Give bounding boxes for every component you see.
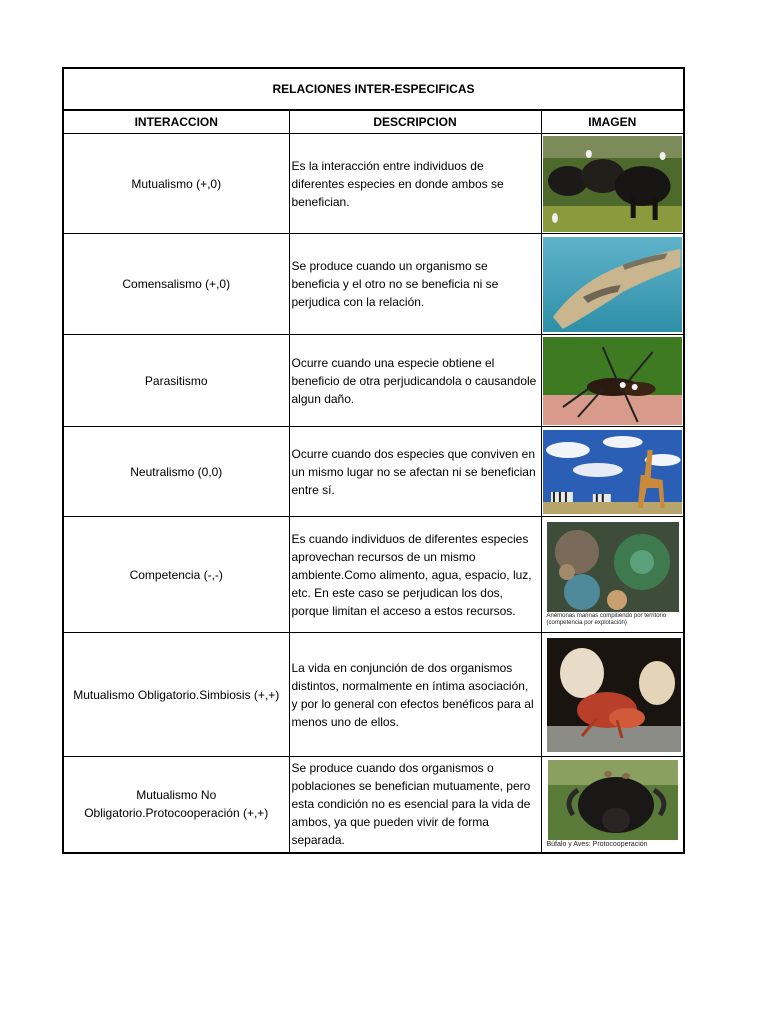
image-caption: Búfalo y Aves: Protocooperación — [546, 841, 648, 849]
remora-shark-photo-icon — [543, 237, 683, 332]
descripcion-cell: La vida en conjunción de dos organismos distintos, normalmente en íntima asociación, y por lo general con efectos benéficos para al menos uno de ellos. — [289, 633, 541, 757]
table-row — [63, 335, 684, 427]
header-interaccion: INTERACCION — [63, 110, 289, 134]
interaccion-cell: Comensalismo (+,0) — [63, 234, 289, 335]
table-row — [63, 427, 684, 517]
table-title: RELACIONES INTER-ESPECIFICAS — [63, 68, 684, 110]
descripcion-cell: Se produce cuando dos organismos o poblaciones se benefician mutuamente, pero esta condición no es esencial para la vida de ambos, ya que pueden vivir de forma separada. — [289, 757, 541, 853]
table-row — [63, 234, 684, 335]
descripcion-cell: Es cuando individuos de diferentes especies aprovechan recursos de un mismo ambiente.Como alimento, agua, espacio, luz, etc. En este caso se perjudican los dos, porque limitan el acceso a estos recursos. — [289, 517, 541, 633]
descripcion-cell: Es la interacción entre individuos de diferentes especies en donde ambos se benefician. — [289, 134, 541, 234]
mosquito-photo-icon — [543, 337, 683, 425]
table-row — [63, 134, 684, 234]
image-caption: Anémonas marinas compitiendo por territorio (competencia por explotación) — [546, 613, 667, 626]
interaccion-cell: Mutualismo No Obligatorio.Protocooperación (+,+) — [63, 757, 289, 853]
buffalo-birds-photo-icon — [548, 760, 678, 840]
header-imagen: IMAGEN — [541, 110, 684, 134]
interaccion-cell: Mutualismo (+,0) — [63, 134, 289, 234]
relations-table — [62, 67, 685, 854]
header-descripcion: DESCRIPCION — [289, 110, 541, 134]
table-row — [63, 517, 684, 633]
descripcion-cell: Se produce cuando un organismo se beneficia y el otro no se beneficia ni se perjudica con la relación. — [289, 234, 541, 335]
giraffe-zebra-photo-icon — [543, 430, 683, 514]
buffalo-herd-photo-icon — [543, 136, 683, 232]
interaccion-cell: Neutralismo (0,0) — [63, 427, 289, 517]
descripcion-cell: Ocurre cuando una especie obtiene el beneficio de otra perjudicandola o causandole algun daño. — [289, 335, 541, 427]
sea-anemones-photo-icon — [547, 522, 679, 612]
hermit-crab-anemone-photo-icon — [547, 638, 681, 752]
interaccion-cell: Competencia (-,-) — [63, 517, 289, 633]
descripcion-cell: Ocurre cuando dos especies que conviven en un mismo lugar no se afectan ni se benefician entre sí. — [289, 427, 541, 517]
table-row — [63, 757, 684, 853]
table-row — [63, 633, 684, 757]
interaccion-cell: Parasitismo — [63, 335, 289, 427]
interaccion-cell: Mutualismo Obligatorio.Simbiosis (+,+) — [63, 633, 289, 757]
